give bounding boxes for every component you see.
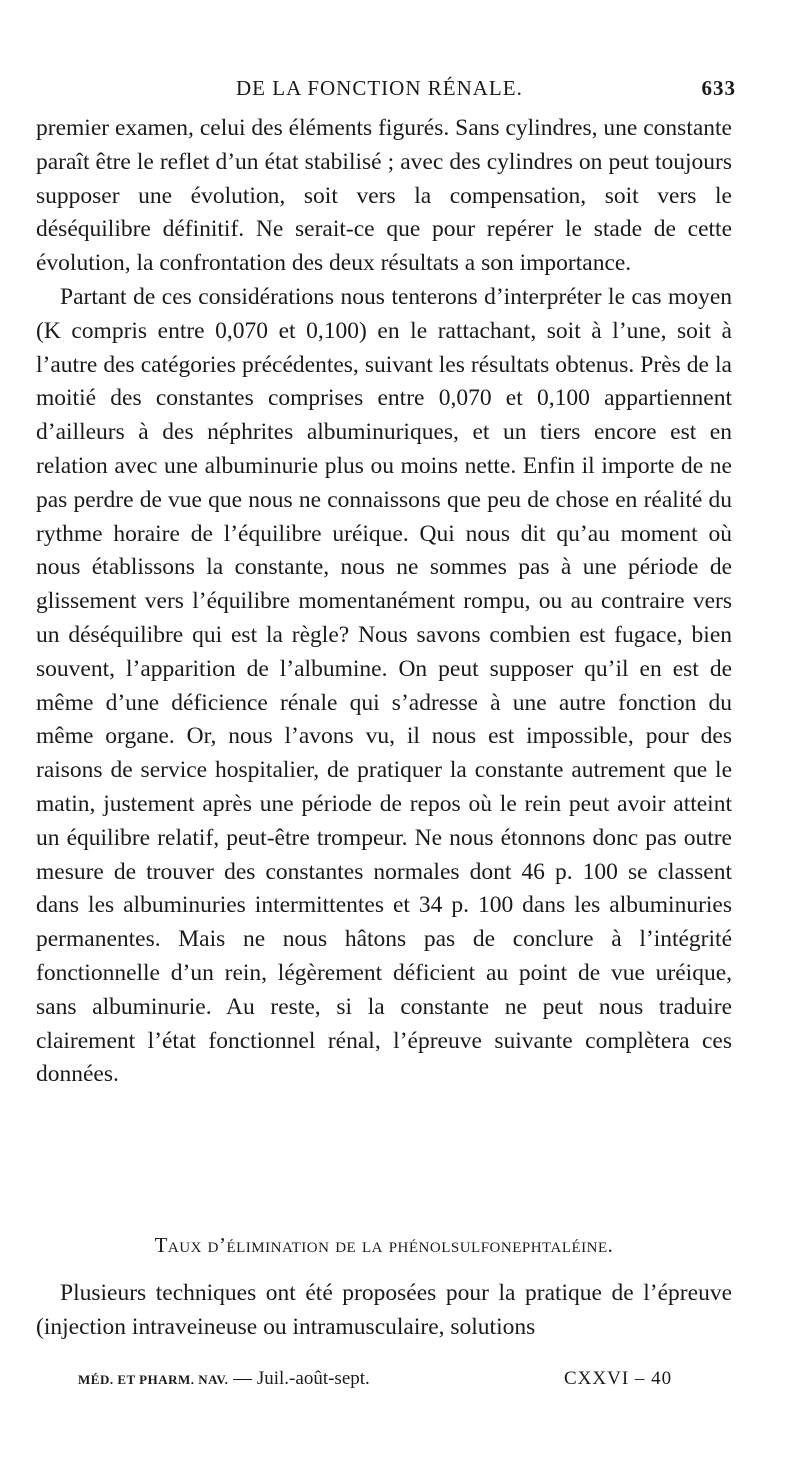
footer-citation: [78, 1368, 370, 1390]
journal-abbrev: MÉD. ET PHARM. NAV.: [78, 1372, 229, 1387]
issue-period: Juil.-août-sept.: [256, 1368, 370, 1389]
section-text: [36, 1276, 732, 1344]
running-title: DE LA FONCTION RÉNALE.: [236, 76, 523, 100]
paragraph-continued: premier examen, celui des éléments figurés. Sans cylindres, une constante paraît être le reflet d’un état stabilisé ; avec des cylindres on peut toujours supposer une évolution, soit vers la compensation, soit vers le déséquilibre définitif. Ne serait-ce que pour repérer le stade de cette évolution, la confrontation des deux résultats a son importance.: [36, 115, 732, 277]
section-paragraph: Plusieurs techniques ont été proposées pour la pratique de l’épreuve (injection intraveineuse ou intramusculaire, solutions: [36, 1280, 732, 1340]
page-number: 633: [701, 76, 736, 100]
page-header: [36, 70, 736, 106]
paragraph: Partant de ces considérations nous tenterons d’interpréter le cas moyen (K compris entre 0,070 et 0,100) en le rattachant, soit à l’une, soit à l’autre des catégories précédentes, suivant les résultats obtenus. Près de la moitié des constantes comprises entre 0,070 et 0,100 appartiennent d’ailleurs à des néphrites albuminuriques, et un tiers encore est en relation avec une albuminurie plus ou moins nette. Enfin il importe de ne pas perdre de vue que nous ne connaissons que peu de chose en réalité du rythme horaire de l’équilibre uréique. Qui nous dit qu’au moment où nous établissons la constante, nous ne sommes pas à une période de glissement vers l’équilibre momentanément rompu, ou au contraire vers un déséquilibre qui est la règle? Nous savons combien est fugace, bien souvent, l’apparition de l’albumine. On peut supposer qu’il en est de même d’une déficience rénale qui s’adresse à une autre fonction du même organe. Or, nous l’avons vu, il nous est impossible, pour des raisons de service hospitalier, de pratiquer la constante autrement que le matin, justement après une période de repos où le rein peut avoir atteint un équilibre relatif, peut-être trompeur. Ne nous étonnons donc pas outre mesure de trouver des constantes normales dont 46 p. 100 se classent dans les albuminuries intermittentes et 34 p. 100 dans les albuminuries permanentes. Mais ne nous hâtons pas de conclure à l’intégrité fonctionnelle d’un rein, légèrement déficient au point de vue uréique, sans albuminurie. Au reste, si la constante ne peut nous traduire clairement l’état fonctionnel rénal, l’épreuve suivante complètera ces données.: [36, 283, 732, 1088]
section-heading: Taux d’élimination de la phénolsulfonephtaléine.: [154, 1233, 614, 1257]
page-footer: [36, 1366, 736, 1396]
main-text: [36, 112, 732, 1092]
footer-separator: —: [233, 1368, 253, 1389]
signature-mark: CXXVI – 40: [564, 1368, 673, 1389]
